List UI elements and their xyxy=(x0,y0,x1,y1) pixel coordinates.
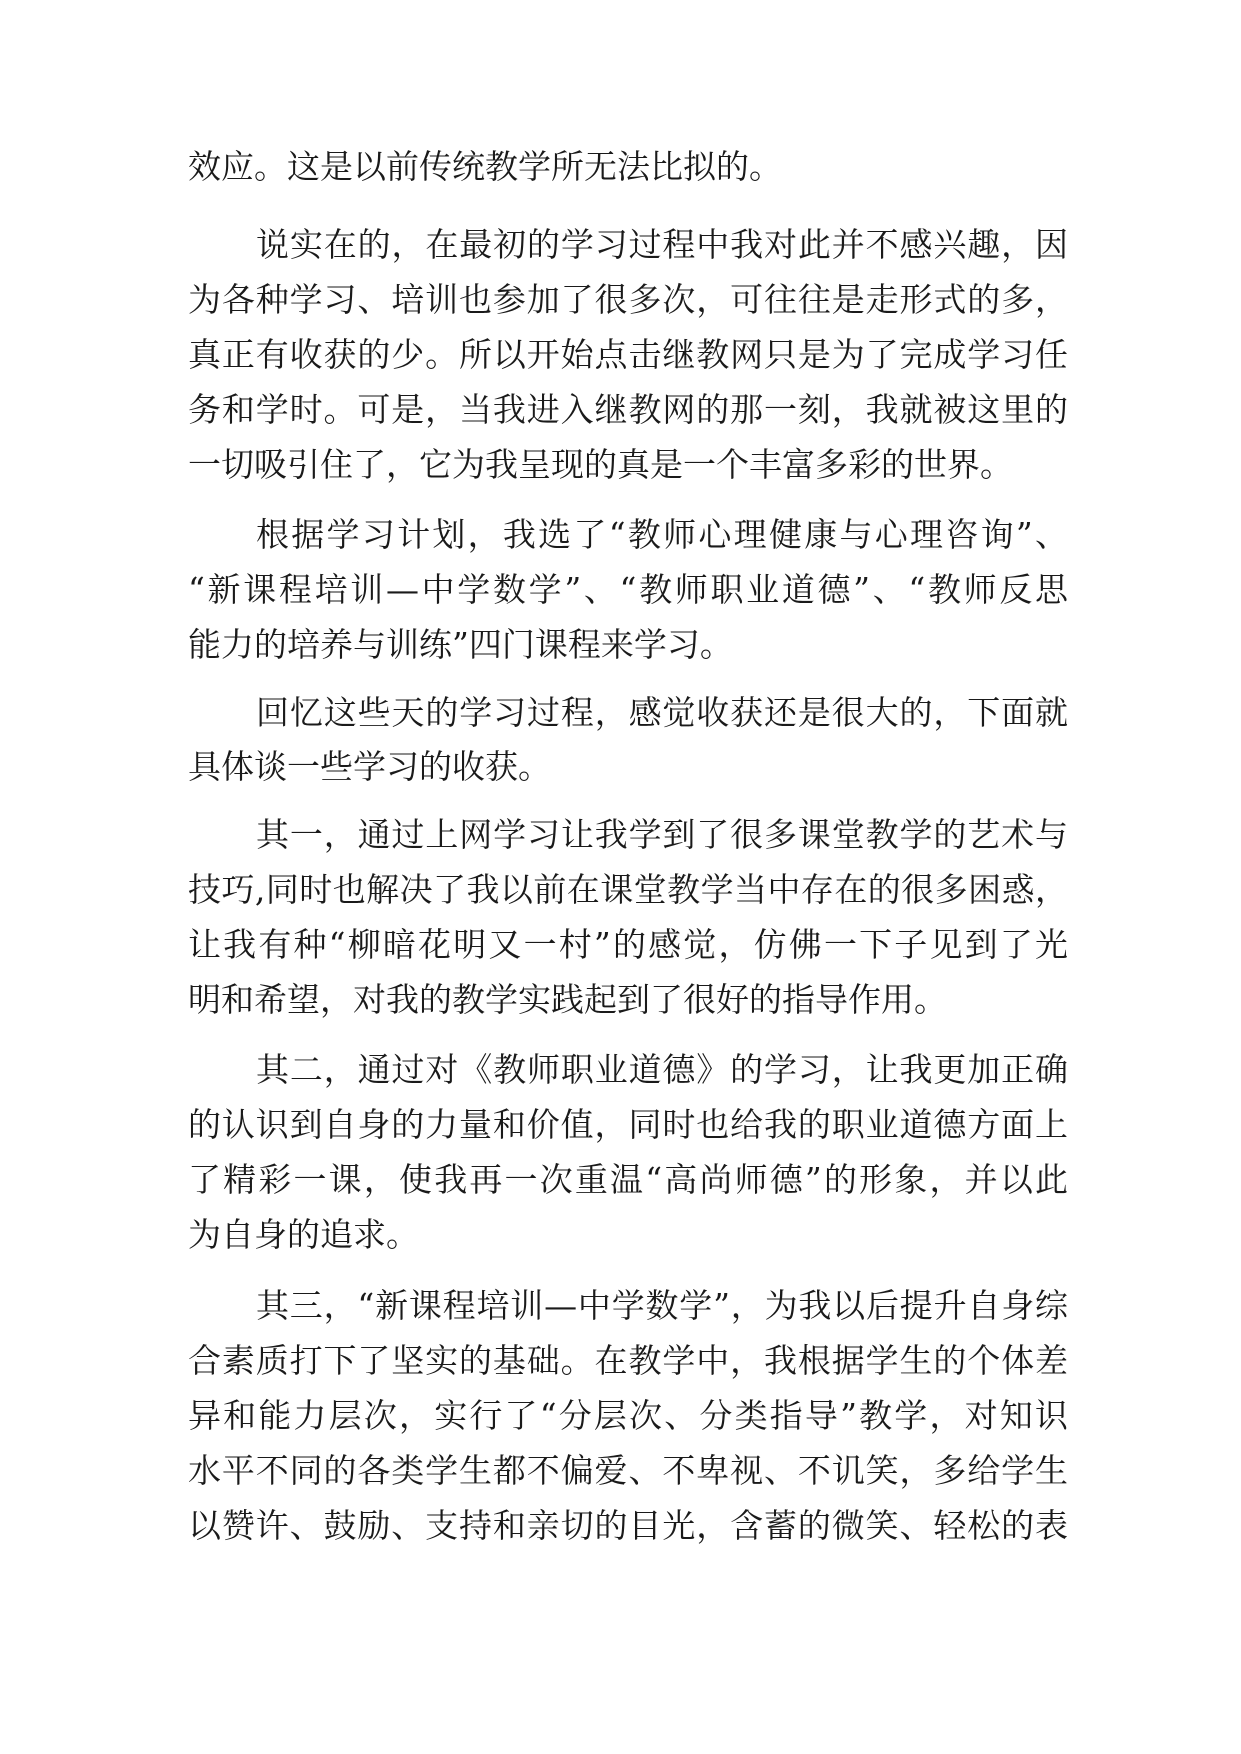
text-line: 水平不同的各类学生都不偏爱、不卑视、不讥笑，多给学生 xyxy=(188,1451,1068,1490)
text-line: 技巧,同时也解决了我以前在课堂教学当中存在的很多困惑， xyxy=(188,870,1068,909)
paragraph-first-line: 其三，“新课程培训—中学数学”，为我以后提升自身综 xyxy=(256,1286,1068,1325)
paragraph-first-line: 说实在的，在最初的学习过程中我对此并不感兴趣，因 xyxy=(256,225,1068,264)
paragraph-first-line: 其一，通过上网学习让我学到了很多课堂教学的艺术与 xyxy=(256,815,1068,854)
text-line: 明和希望，对我的教学实践起到了很好的指导作用。 xyxy=(188,980,947,1019)
paragraph-first-line: 回忆这些天的学习过程，感觉收获还是很大的，下面就 xyxy=(256,693,1068,732)
text-line: 务和学时。可是，当我进入继教网的那一刻，我就被这里的 xyxy=(188,390,1068,429)
text-line: 合素质打下了坚实的基础。在教学中，我根据学生的个体差 xyxy=(188,1341,1068,1380)
text-line: “新课程培训—中学数学”、“教师职业道德”、“教师反思 xyxy=(188,570,1068,609)
text-line: 让我有种“柳暗花明又一村”的感觉，仿佛一下子见到了光 xyxy=(188,925,1068,964)
text-line: 的认识到自身的力量和价值，同时也给我的职业道德方面上 xyxy=(188,1105,1068,1144)
text-line: 真正有收获的少。所以开始点击继教网只是为了完成学习任 xyxy=(188,335,1068,374)
text-line: 一切吸引住了，它为我呈现的真是一个丰富多彩的世界。 xyxy=(188,445,1013,484)
text-line: 异和能力层次，实行了“分层次、分类指导”教学，对知识 xyxy=(188,1396,1068,1435)
paragraph-first-line: 根据学习计划，我选了“教师心理健康与心理咨询”、 xyxy=(256,515,1068,554)
text-line: 了精彩一课，使我再一次重温“高尚师德”的形象，并以此 xyxy=(188,1160,1068,1199)
text-line: 为各种学习、培训也参加了很多次，可往往是走形式的多， xyxy=(188,280,1068,319)
text-line: 能力的培养与训练”四门课程来学习。 xyxy=(188,625,733,664)
text-line: 效应。这是以前传统教学所无法比拟的。 xyxy=(188,147,782,186)
paragraph-first-line: 其二，通过对《教师职业道德》的学习，让我更加正确 xyxy=(256,1050,1068,1089)
text-line: 具体谈一些学习的收获。 xyxy=(188,747,551,786)
text-line: 以赞许、鼓励、支持和亲切的目光，含蓄的微笑、轻松的表 xyxy=(188,1506,1068,1545)
text-line: 为自身的追求。 xyxy=(188,1215,419,1254)
